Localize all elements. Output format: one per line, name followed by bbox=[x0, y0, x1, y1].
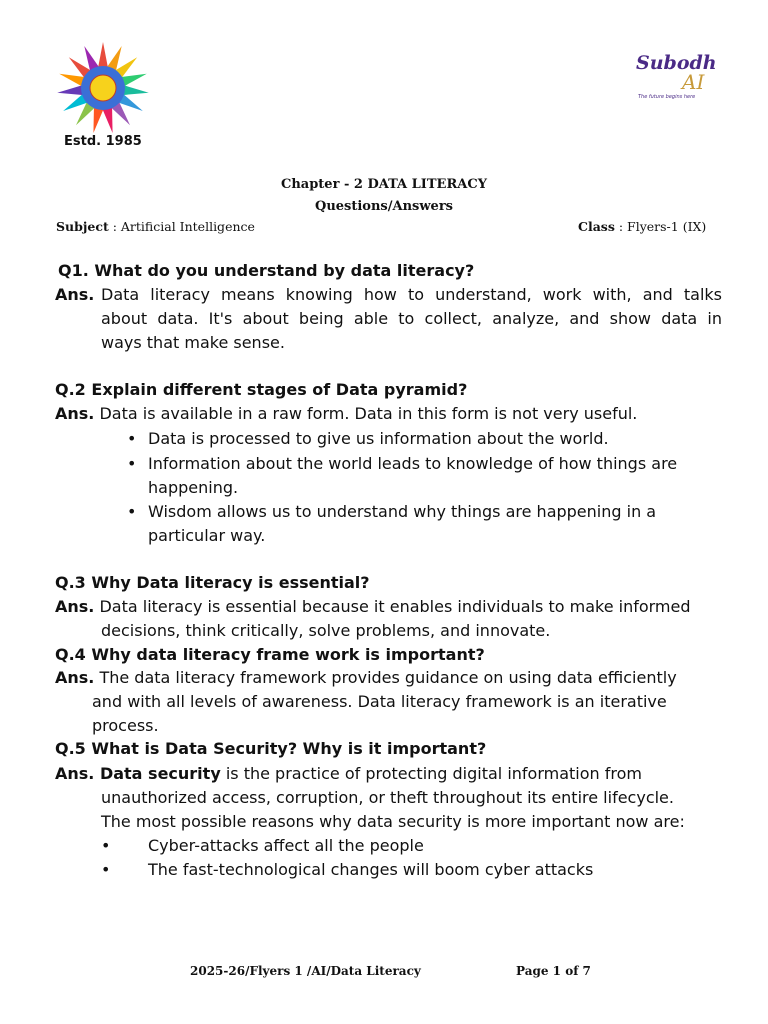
answer-5-line-1 bbox=[55, 762, 642, 786]
answer-5-text-1: is the practice of protecting digital information from bbox=[220, 764, 642, 783]
answer-4-text-3: process. bbox=[92, 716, 159, 735]
answer-5-text-2: unauthorized access, corruption, or theft throughout its entire lifecycle. bbox=[101, 788, 674, 807]
class-value: : Flyers-1 (IX) bbox=[614, 219, 707, 234]
subject-label: Subject bbox=[56, 219, 109, 234]
doc-subtitle: Questions/Answers bbox=[315, 199, 453, 214]
answer-3-line-1 bbox=[55, 595, 691, 619]
question-5: Q.5 What is Data Security? Why is it important? bbox=[55, 739, 487, 758]
answer-label: Ans. bbox=[55, 285, 95, 304]
chapter-title: Chapter - 2 DATA LITERACY bbox=[280, 177, 487, 192]
question-3: Q.3 Why Data literacy is essential? bbox=[55, 573, 370, 592]
established-year: Estd. 1985 bbox=[64, 134, 142, 149]
answer-1-text-1: Data literacy means knowing how to understand, work with, and talks bbox=[101, 285, 722, 304]
bullet-icon: • bbox=[127, 429, 137, 448]
subject-line bbox=[56, 219, 255, 234]
answer-2-bullet-3-cont: particular way. bbox=[148, 526, 266, 545]
answer-label: Ans. bbox=[55, 597, 95, 616]
answer-3-text-1: Data literacy is essential because it enables individuals to make informed bbox=[94, 597, 691, 616]
school-logo-icon bbox=[55, 42, 151, 138]
answer-4-text-1: The data literacy framework provides guidance on using data efficiently bbox=[94, 668, 677, 687]
answer-2-text: Data is available in a raw form. Data in this form is not very useful. bbox=[94, 404, 638, 423]
answer-3-text-2: decisions, think critically, solve problems, and innovate. bbox=[101, 621, 551, 640]
subodh-ai-logo-icon bbox=[636, 52, 726, 108]
brand-ai: AI bbox=[682, 70, 705, 94]
answer-2-bullet-1: Data is processed to give us information about the world. bbox=[148, 429, 609, 448]
answer-5-bullet-1: Cyber-attacks affect all the people bbox=[148, 836, 424, 855]
footer-doc-ref: 2025-26/Flyers 1 /AI/Data Literacy bbox=[190, 964, 421, 978]
class-line bbox=[578, 219, 706, 234]
answer-4-text-2: and with all levels of awareness. Data literacy framework is an iterative bbox=[92, 692, 667, 711]
answer-2-line-1 bbox=[55, 402, 637, 426]
bullet-icon: • bbox=[127, 454, 137, 473]
data-security-term: Data security bbox=[94, 764, 221, 783]
bullet-icon: • bbox=[101, 836, 111, 855]
answer-2-bullet-2: Information about the world leads to knowledge of how things are bbox=[148, 454, 678, 473]
answer-label: Ans. bbox=[55, 764, 95, 783]
answer-5-bullet-2: The fast-technological changes will boom cyber attacks bbox=[148, 860, 594, 879]
footer-page-number: Page 1 of 7 bbox=[516, 964, 591, 978]
brand-tagline: The future begins here bbox=[638, 94, 696, 100]
brand-name: Subodh bbox=[636, 52, 717, 74]
answer-1-text-2: about data. It's about being able to collect, analyze, and show data in bbox=[101, 309, 722, 328]
answer-label: Ans. bbox=[55, 668, 95, 687]
answer-1-line-1 bbox=[55, 283, 722, 307]
subject-value: : Artificial Intelligence bbox=[108, 219, 255, 234]
answer-label: Ans. bbox=[55, 404, 95, 423]
bullet-icon: • bbox=[127, 502, 137, 521]
question-4: Q.4 Why data literacy frame work is important? bbox=[55, 645, 485, 664]
answer-2-bullet-3: Wisdom allows us to understand why things are happening in a bbox=[148, 502, 657, 521]
question-1: Q1. What do you understand by data literacy? bbox=[58, 261, 475, 280]
answer-2-bullet-2-cont: happening. bbox=[148, 478, 239, 497]
answer-5-text-3: The most possible reasons why data security is more important now are: bbox=[101, 812, 685, 831]
bullet-icon: • bbox=[101, 860, 111, 879]
question-2: Q.2 Explain different stages of Data pyramid? bbox=[55, 380, 468, 399]
answer-1-text-3: ways that make sense. bbox=[101, 333, 285, 352]
class-label: Class bbox=[578, 219, 615, 234]
answer-4-line-1 bbox=[55, 666, 677, 690]
